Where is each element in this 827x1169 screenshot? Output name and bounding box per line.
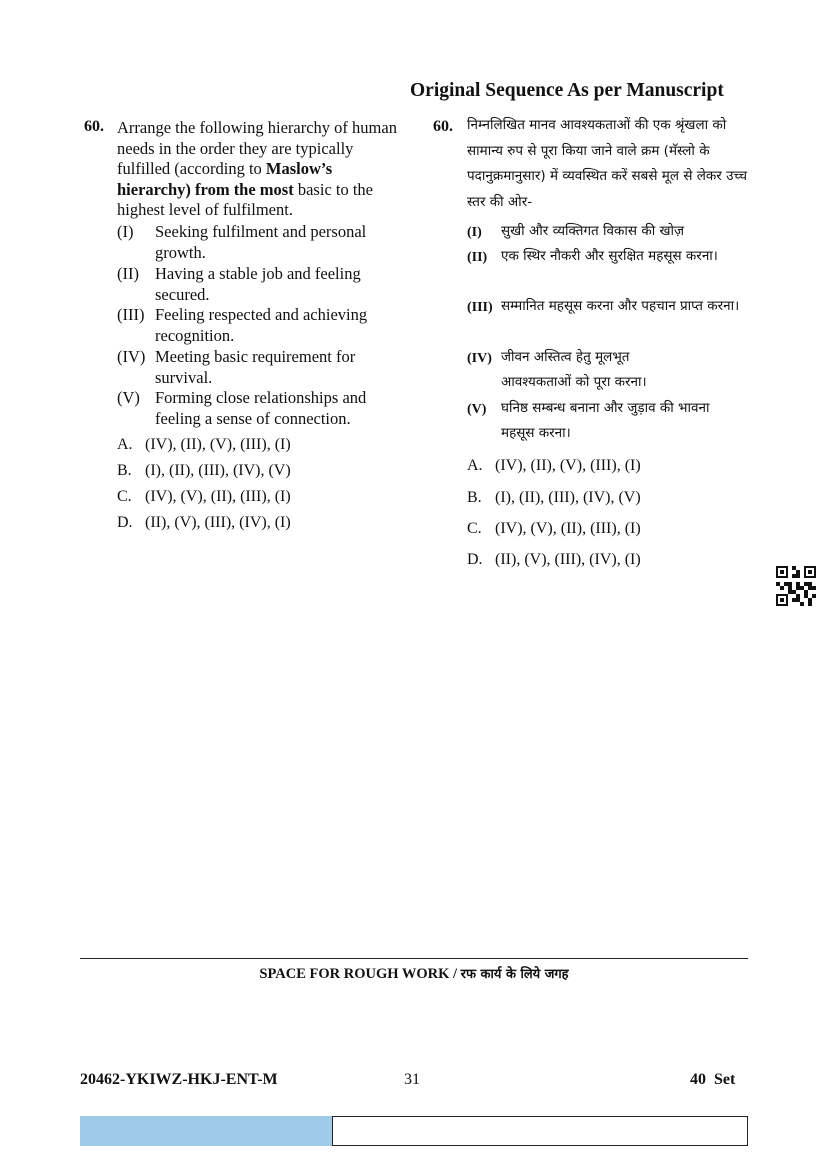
statement-text: Forming close relationships and feeling a sense of connection. (155, 388, 367, 428)
qr-code-icon (776, 566, 816, 606)
statement-text: Having a stable job and feeling secured. (155, 264, 361, 304)
question-number-en: 60. (84, 118, 104, 135)
statement-text: एक स्थिर नौकरी और सुरक्षित महसूस करना। (501, 248, 718, 264)
statement-en (117, 347, 397, 389)
statement-text: Meeting basic requirement for survival. (155, 347, 356, 387)
option-en[interactable] (117, 488, 291, 506)
statement-hi (467, 219, 749, 247)
statement-hi (467, 396, 749, 448)
statement-label: (IV) (117, 347, 146, 366)
footer-blank-box (332, 1116, 748, 1146)
rough-work-divider (80, 958, 748, 959)
option-text: (I), (II), (III), (IV), (V) (145, 462, 291, 479)
statement-label: (I) (117, 222, 134, 241)
set-number: 40 (690, 1071, 706, 1088)
option-text: (IV), (V), (II), (III), (I) (495, 520, 641, 537)
statement-hi (467, 345, 749, 397)
rough-work-label-hi: रफ कार्य के लिये जगह (460, 967, 569, 982)
statement-label: (V) (467, 402, 487, 417)
booklet-code: 20462-YKIWZ-HKJ-ENT-M (80, 1071, 278, 1088)
statement-hi (467, 294, 749, 346)
option-text: (IV), (V), (II), (III), (I) (145, 488, 291, 505)
option-en[interactable] (117, 462, 291, 480)
statement-en (117, 305, 397, 347)
set-label: Set (714, 1071, 736, 1088)
statement-label: (III) (117, 305, 145, 324)
statement-label: (III) (467, 300, 493, 315)
option-text: (II), (V), (III), (IV), (I) (145, 514, 291, 531)
statement-label: (IV) (467, 351, 492, 366)
option-hi[interactable] (467, 489, 641, 507)
statement-text: जीवन अस्तित्व हेतु मूलभूत आवश्यकताओं को पूरा करना। (501, 349, 647, 390)
stem-part-1: Arrange the following hierarchy of human needs in the order they are typically fulfilled (according to (117, 118, 397, 178)
option-hi[interactable] (467, 520, 641, 538)
question-number-hi: 60. (433, 118, 453, 135)
option-label: D. (467, 551, 483, 568)
option-text: (IV), (II), (V), (III), (I) (145, 436, 291, 453)
option-label: B. (467, 489, 482, 506)
option-label: D. (117, 514, 133, 531)
option-en[interactable] (117, 514, 291, 532)
option-label: C. (467, 520, 482, 537)
option-text: (IV), (II), (V), (III), (I) (495, 457, 641, 474)
option-text: (II), (V), (III), (IV), (I) (495, 551, 641, 568)
statement-en (117, 264, 397, 306)
option-label: A. (467, 457, 483, 474)
page-header-title: Original Sequence As per Manuscript (410, 80, 724, 101)
rough-work-label-en: SPACE FOR ROUGH WORK / (259, 966, 458, 982)
option-label: C. (117, 488, 132, 505)
set-indicator (690, 1071, 735, 1089)
question-stem-en (117, 118, 402, 221)
statement-en (117, 388, 397, 430)
option-label: B. (117, 462, 132, 479)
statement-label: (I) (467, 225, 482, 240)
statement-text: घनिष्ठ सम्बन्ध बनाना और जुड़ाव की भावना महसूस करना। (501, 400, 710, 441)
statement-text: सम्मानित महसूस करना और पहचान प्राप्त करना। (501, 298, 740, 314)
statement-en (117, 222, 397, 264)
statement-text: Feeling respected and achieving recognition. (155, 305, 368, 345)
statement-text: सुखी और व्यक्तिगत विकास की खोज़ (501, 223, 685, 239)
footer-color-bar (80, 1116, 332, 1146)
option-hi[interactable] (467, 551, 641, 569)
statement-label: (V) (117, 388, 140, 407)
statement-label: (II) (117, 264, 139, 283)
option-label: A. (117, 436, 133, 453)
page-number: 31 (404, 1071, 420, 1088)
statement-hi (467, 244, 749, 296)
stem-part-2: basic to the highest level of fulfilment. (117, 179, 374, 219)
option-text: (I), (II), (III), (IV), (V) (495, 489, 641, 506)
stem-bold: Maslow’s hierarchy) from the most (117, 159, 333, 199)
rough-work-label (80, 964, 748, 983)
question-stem-hi: निम्नलिखित मानव आवश्यकताओं की एक श्रृंखला को सामान्य रुप से पूरा किया जाने वाले क्रम (मॅस्लो के पदानुक्रमानुसार) में व्यवस्थित करें सबसे मूल से लेकर उच्च स्तर की ओर- (467, 117, 748, 210)
option-en[interactable] (117, 436, 291, 454)
statement-label: (II) (467, 250, 488, 265)
statement-text: Seeking fulfilment and personal growth. (155, 222, 367, 262)
option-hi[interactable] (467, 457, 641, 475)
